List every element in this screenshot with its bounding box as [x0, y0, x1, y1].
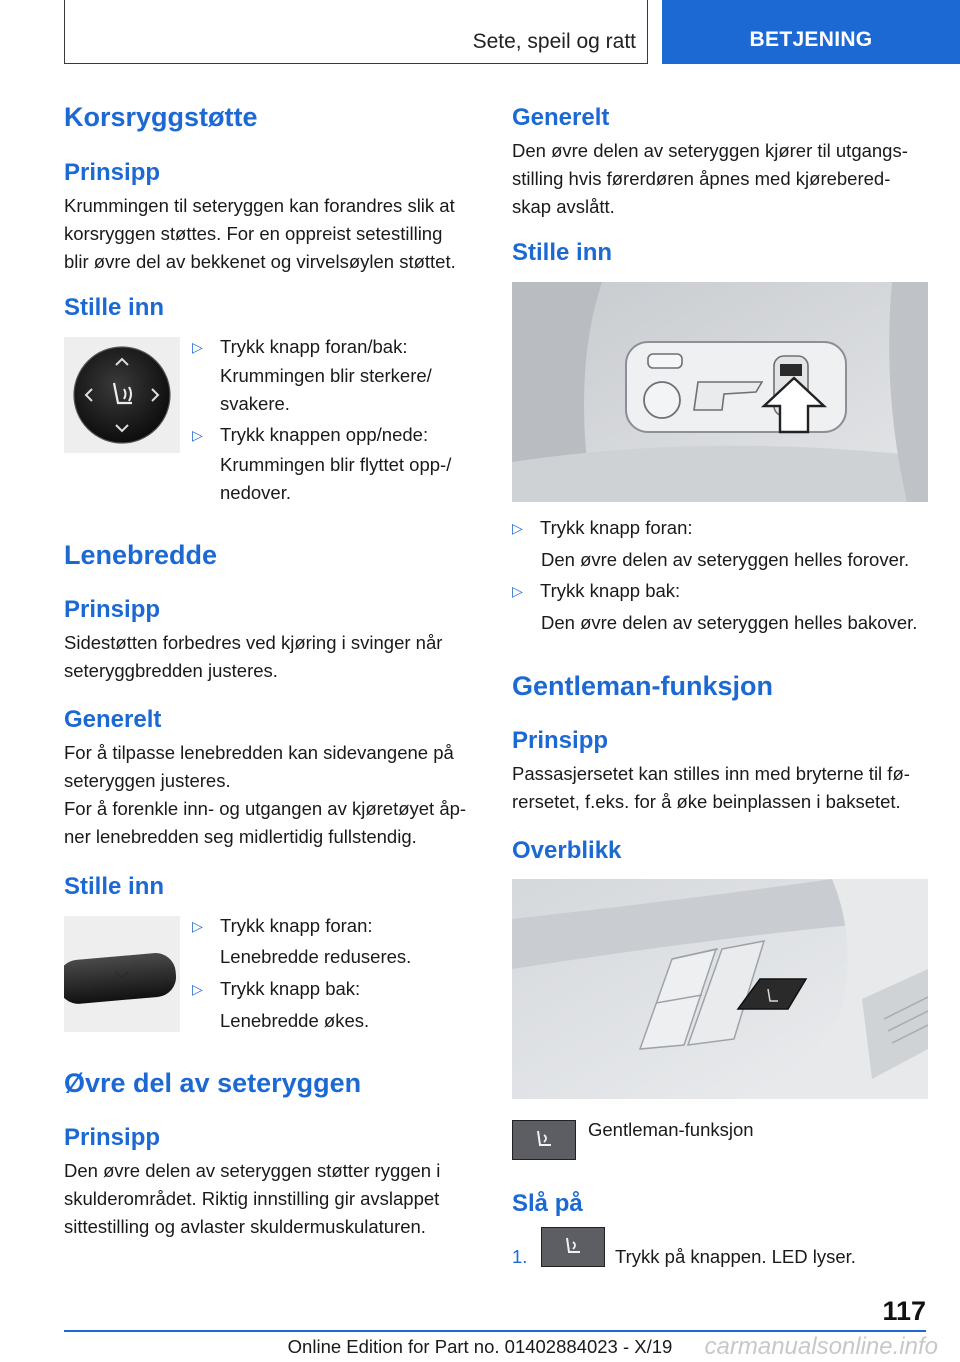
upper-general-title: Generelt [512, 104, 610, 131]
page-number: 117 [882, 1296, 926, 1326]
gentleman-title: Gentleman-funksjon [512, 671, 774, 701]
lumbar-adjust-title: Stille inn [64, 294, 165, 321]
width-bullet-1-result: Lenebredde reduseres. [220, 946, 412, 967]
lumbar-principle-text: Krummingen til seteryggen kan forandres slik at korsryggen støttes. For en oppreist setestilling blir øvre del av bekkenet og virvelsøylen støttet. [64, 195, 456, 272]
width-general-text-1: For å tilpasse lenebredden kan sidevangene på seteryggen justeres. [64, 742, 454, 791]
gentleman-seat-glyph-icon [558, 1234, 588, 1260]
header-section-title: Sete, speil og ratt [472, 30, 636, 53]
edition-footer: Online Edition for Part no. 01402884023 - X/19 [287, 1336, 673, 1357]
upper-principle-title: Prinsipp [64, 1124, 161, 1151]
width-bullet-2-result: Lenebredde økes. [220, 1010, 370, 1031]
step-number: 1. [512, 1246, 528, 1267]
seat-lumbar-controller-icon [64, 337, 180, 453]
upper-principle-text: Den øvre delen av seteryggen støtter ryggen i skulderområdet. Riktig innstilling gir avslappet sittestilling og avlaster skuldermuskulaturen. [64, 1160, 441, 1237]
upper-adjust-title: Stille inn [512, 239, 613, 266]
upper-bullet-1-result: Den øvre delen av seteryggen helles forover. [541, 549, 910, 570]
gentleman-switch-photo [512, 879, 928, 1099]
gentleman-button-icon [541, 1227, 605, 1267]
triangle-bullet-icon: ▷ [512, 520, 523, 536]
step-text: Trykk på knappen. LED lyser. [615, 1246, 856, 1267]
seat-width-button-icon [64, 916, 180, 1032]
upper-backrest-title: Øvre del av seteryggen [64, 1068, 362, 1098]
gentleman-overview-title: Overblikk [512, 837, 622, 864]
width-adjust-title: Stille inn [64, 873, 165, 900]
width-principle-text: Sidestøtten forbedres ved kjøring i svinger når seteryggbredden justeres. [64, 632, 443, 681]
width-general-text-2: For å forenkle inn- og utgangen av kjøretøyet åp- ner lenebredden seg midlertidig fullstendig. [64, 798, 467, 847]
lumbar-principle-title: Prinsipp [64, 159, 161, 186]
lumbar-controller-image [64, 337, 180, 453]
triangle-bullet-icon: ▷ [512, 583, 523, 599]
width-general-title: Generelt [64, 706, 162, 733]
upper-general-text: Den øvre delen av seteryggen kjører til utgangs- stilling hvis førerdøren åpnes med kjørebered- skap avslått. [512, 140, 908, 217]
lumbar-title: Korsryggstøtte [64, 102, 258, 132]
triangle-bullet-icon: ▷ [192, 918, 203, 934]
triangle-bullet-icon: ▷ [192, 339, 203, 355]
gentleman-icon-caption: Gentleman-funksjon [588, 1119, 754, 1140]
width-title: Lenebredde [64, 540, 218, 570]
lumbar-bullet-1-result: Krummingen blir sterkere/ svakere. [220, 365, 432, 414]
header-chapter-tab [662, 0, 960, 64]
lumbar-bullet-2-result: Krummingen blir flyttet opp-/ nedover. [220, 454, 452, 503]
gentleman-seat-icon [512, 1120, 576, 1160]
upper-backrest-switch-photo-icon [512, 282, 928, 502]
gentleman-switch-photo-icon [512, 879, 928, 1099]
gentleman-on-title: Slå på [512, 1190, 583, 1217]
gentleman-principle-text: Passasjersetet kan stilles inn med bryterne til fø- rersetet, f.eks. for å øke beinplassen i baksetet. [512, 763, 910, 812]
triangle-bullet-icon: ▷ [192, 981, 203, 997]
watermark: carmanualsonline.info [704, 1333, 938, 1360]
upper-backrest-switch-photo [512, 282, 928, 502]
gentleman-seat-glyph-icon [529, 1127, 559, 1153]
width-button-image [64, 916, 180, 1032]
footer-divider [64, 1330, 926, 1332]
width-principle-title: Prinsipp [64, 596, 161, 623]
header-chapter-label: BETJENING [749, 28, 873, 51]
gentleman-principle-title: Prinsipp [512, 727, 609, 754]
triangle-bullet-icon: ▷ [192, 427, 203, 443]
upper-bullet-2-result: Den øvre delen av seteryggen helles bakover. [541, 612, 918, 633]
